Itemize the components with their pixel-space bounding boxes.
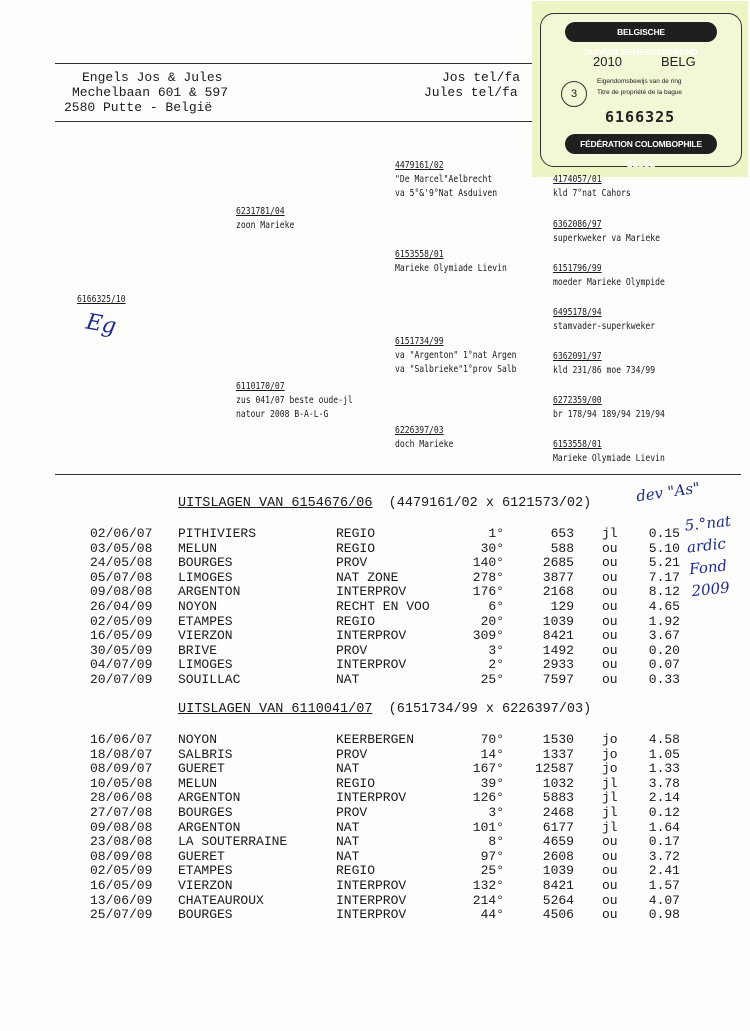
race-place: ETAMPES (178, 863, 233, 879)
ssd-note: superkweker va Marieke (553, 233, 660, 244)
table-row (90, 732, 690, 747)
race-category: NAT (336, 819, 360, 835)
pedigree-sd (395, 248, 507, 276)
race-age: ou (602, 642, 618, 658)
race-position: 309° (472, 628, 504, 644)
race-age: ou (602, 613, 618, 629)
ds-note-2: va "Salbrieke"1°prov Salb (395, 364, 517, 375)
table-row (90, 672, 690, 687)
table-row (90, 643, 690, 658)
pedigree-dam (236, 380, 353, 422)
race-place: BOURGES (178, 555, 233, 571)
ds-ring: 6151734/99 (395, 336, 444, 347)
race-entries: 4506 (542, 907, 574, 923)
race-category: INTERPROV (336, 628, 407, 644)
hand-line-4: 2009 (690, 578, 731, 601)
race-date: 02/05/09 (90, 613, 153, 629)
table-row (90, 614, 690, 629)
table-row (90, 584, 690, 599)
table-row (90, 599, 690, 614)
race-age: ou (602, 671, 618, 687)
race-age: ou (602, 907, 618, 923)
table-row (90, 628, 690, 643)
race-position: 278° (472, 569, 504, 585)
race-category: REGIO (336, 775, 376, 791)
race-date: 03/05/08 (90, 540, 153, 556)
header-top-rule (55, 63, 535, 64)
race-percent: 2.14 (648, 790, 680, 806)
race-entries: 1032 (542, 775, 574, 791)
race-category: REGIO (336, 540, 376, 556)
pedigree-dss (553, 350, 655, 378)
race-place: NOYON (178, 732, 218, 747)
race-percent: 3.67 (648, 628, 680, 644)
race-place: BRIVE (178, 642, 218, 658)
race-date: 26/04/09 (90, 598, 153, 614)
race-age: ou (602, 877, 618, 893)
race-category: INTERPROV (336, 584, 407, 600)
table-row (90, 849, 690, 864)
race-position: 97° (480, 848, 504, 864)
race-percent: 8.12 (648, 584, 680, 600)
pedigree-sdd (553, 306, 655, 334)
pedigree-ssd (553, 218, 660, 246)
race-age: jl (602, 790, 618, 806)
race-date: 28/06/08 (90, 790, 153, 806)
race-place: ARGENTON (178, 790, 241, 806)
race-percent: 1.92 (648, 613, 680, 629)
race-position: 20° (480, 613, 504, 629)
race-category: NAT (336, 834, 360, 850)
race-entries: 8421 (542, 877, 574, 893)
race-age: jo (602, 761, 618, 777)
dss-note: kld 231/86 moe 734/99 (553, 365, 656, 376)
race-percent: 0.20 (648, 642, 680, 658)
results-table-2 (90, 732, 690, 922)
contact-jules: Jules tel/fa (424, 85, 518, 100)
hand-line-2: ardic (686, 534, 727, 557)
race-date: 02/06/07 (90, 526, 153, 541)
race-entries: 1039 (542, 613, 574, 629)
race-category: INTERPROV (336, 657, 407, 673)
results-1-parents: (4479161/02 x 6121573/02) (388, 496, 592, 511)
ring-card-line-fr: Titre de propriété de la bague (597, 89, 683, 96)
race-position: 6° (488, 598, 504, 614)
race-position: 2° (488, 657, 504, 673)
race-percent: 1.33 (648, 761, 680, 777)
table-row (90, 526, 690, 541)
dsd-ring: 6272359/00 (553, 395, 602, 406)
race-age: jl (602, 804, 618, 820)
race-age: jo (602, 746, 618, 762)
race-position: 8° (488, 834, 504, 850)
race-entries: 2168 (542, 584, 574, 600)
race-age: ou (602, 657, 618, 673)
owner-address (64, 70, 228, 115)
pedigree-sss (553, 173, 631, 201)
race-percent: 4.65 (648, 598, 680, 614)
ring-card-line-nl: Eigendomsbewijs van de ring (597, 78, 682, 85)
race-place: CHATEAUROUX (178, 892, 264, 908)
header-bottom-rule (55, 121, 535, 122)
race-category: PROV (336, 642, 368, 658)
race-age: ou (602, 584, 618, 600)
ss-note-2: va 5°&'9°Nat Asduiven (395, 188, 498, 199)
results-2-parents: (6151734/99 x 6226397/03) (388, 702, 592, 717)
race-percent: 0.33 (648, 671, 680, 687)
race-entries: 2933 (542, 657, 574, 673)
race-category: INTERPROV (336, 892, 407, 908)
race-category: NAT ZONE (336, 569, 399, 585)
table-row (90, 541, 690, 556)
race-category: PROV (336, 555, 368, 571)
race-category: NAT (336, 848, 360, 864)
pedigree-ds (395, 335, 517, 377)
race-entries: 1492 (542, 642, 574, 658)
race-percent: 0.98 (648, 907, 680, 923)
table-row (90, 747, 690, 762)
race-position: 101° (472, 819, 504, 835)
results-title-2 (178, 702, 591, 717)
dam-note-2: natour 2008 B-A-L-G (236, 409, 329, 420)
race-position: 30° (480, 540, 504, 556)
race-age: jo (602, 732, 618, 747)
race-position: 39° (480, 775, 504, 791)
race-place: ARGENTON (178, 819, 241, 835)
race-date: 16/05/09 (90, 877, 153, 893)
table-row (90, 805, 690, 820)
results-table-1 (90, 526, 690, 687)
race-place: SOUILLAC (178, 671, 241, 687)
race-percent: 3.72 (648, 848, 680, 864)
race-category: PROV (336, 746, 368, 762)
race-position: 3° (488, 804, 504, 820)
race-age: jl (602, 775, 618, 791)
race-entries: 5883 (542, 790, 574, 806)
race-entries: 4659 (542, 834, 574, 850)
ss-note-1: "De Marcel"Aelbrecht (395, 174, 493, 185)
pedigree-dd (395, 424, 453, 452)
race-date: 04/07/09 (90, 657, 153, 673)
ring-card-badge (561, 81, 587, 107)
race-category: REGIO (336, 863, 376, 879)
results-title-1 (178, 496, 591, 511)
race-percent: 1.05 (648, 746, 680, 762)
race-percent: 1.64 (648, 819, 680, 835)
pedigree-dds (553, 438, 665, 466)
race-place: LIMOGES (178, 569, 233, 585)
race-percent: 3.78 (648, 775, 680, 791)
sss-ring: 4174057/01 (553, 174, 602, 185)
race-place: GUERET (178, 761, 225, 777)
results-1-heading: UITSLAGEN VAN 6154676/06 (178, 496, 373, 511)
pedigree-dsd (553, 394, 665, 422)
dd-ring: 6226397/03 (395, 425, 444, 436)
handwritten-note-fond (684, 510, 739, 602)
race-date: 27/07/08 (90, 804, 153, 820)
sire-note: zoon Marieke (236, 220, 295, 231)
race-category: INTERPROV (336, 790, 407, 806)
race-position: 132° (472, 877, 504, 893)
table-row (90, 657, 690, 672)
pedigree-ss (395, 159, 497, 201)
race-date: 02/05/09 (90, 863, 153, 879)
race-place: MELUN (178, 775, 218, 791)
sdd-ring: 6495178/94 (553, 307, 602, 318)
race-date: 09/08/08 (90, 584, 153, 600)
race-date: 08/09/08 (90, 848, 153, 864)
dd-note: doch Marieke (395, 439, 454, 450)
dds-note: Marieke Olymiade Lievin (553, 453, 665, 464)
race-date: 16/06/07 (90, 732, 153, 747)
race-percent: 1.57 (648, 877, 680, 893)
race-place: VIERZON (178, 877, 233, 893)
race-entries: 588 (550, 540, 574, 556)
race-entries: 5264 (542, 892, 574, 908)
race-position: 214° (472, 892, 504, 908)
race-entries: 6177 (542, 819, 574, 835)
race-position: 25° (480, 671, 504, 687)
table-row (90, 570, 690, 585)
owner-name: Engels Jos & Jules (82, 70, 223, 85)
race-percent: 0.12 (648, 804, 680, 820)
dam-note-1: zus 041/07 beste oude-jl (236, 395, 353, 406)
sss-note: kld 7°nat Cahors (553, 188, 631, 199)
contact-jos: Jos tel/fa (442, 70, 521, 85)
race-place: LA SOUTERRAINE (178, 834, 288, 850)
race-position: 3° (488, 642, 504, 658)
race-percent: 5.21 (648, 555, 680, 571)
ring-card-frame (540, 13, 742, 167)
table-row (90, 834, 690, 849)
race-category: INTERPROV (336, 877, 407, 893)
dds-ring: 6153558/01 (553, 439, 602, 450)
handwritten-signature: Eg (84, 309, 119, 340)
race-date: 05/07/08 (90, 569, 153, 585)
race-date: 24/05/08 (90, 555, 153, 571)
race-place: PITHIVIERS (178, 526, 257, 541)
race-category: REGIO (336, 526, 376, 541)
ring-ownership-card (532, 1, 748, 177)
race-category: NAT (336, 671, 360, 687)
race-date: 08/09/07 (90, 761, 153, 777)
sds-note: moeder Marieke Olympide (553, 277, 665, 288)
race-place: BOURGES (178, 804, 233, 820)
dss-ring: 6362091/97 (553, 351, 602, 362)
race-position: 44° (480, 907, 504, 923)
race-category: KEERBERGEN (336, 732, 415, 747)
race-position: 126° (472, 790, 504, 806)
race-date: 13/06/09 (90, 892, 153, 908)
ds-note-1: va "Argenton" 1°nat Argen (395, 350, 517, 361)
race-place: LIMOGES (178, 657, 233, 673)
sd-ring: 6153558/01 (395, 249, 444, 260)
pedigree-bottom-rule (55, 474, 741, 475)
race-age: ou (602, 863, 618, 879)
owner-contact (424, 70, 520, 100)
race-position: 140° (472, 555, 504, 571)
race-entries: 2468 (542, 804, 574, 820)
race-percent: 4.58 (648, 732, 680, 747)
race-position: 167° (472, 761, 504, 777)
race-percent: 0.07 (648, 657, 680, 673)
table-row (90, 863, 690, 878)
owner-street: Mechelbaan 601 & 597 (72, 85, 229, 100)
race-date: 30/05/09 (90, 642, 153, 658)
race-position: 14° (480, 746, 504, 762)
race-entries: 1530 (542, 732, 574, 747)
sds-ring: 6151796/99 (553, 263, 602, 274)
table-row (90, 776, 690, 791)
race-age: ou (602, 540, 618, 556)
race-percent: 0.15 (648, 526, 680, 541)
race-date: 23/08/08 (90, 834, 153, 850)
race-age: ou (602, 892, 618, 908)
race-place: VIERZON (178, 628, 233, 644)
subject-ring: 6166325/10 (77, 294, 126, 305)
race-entries: 3877 (542, 569, 574, 585)
ring-card-bottom-band: FÉDÉRATION COLOMBOPHILE BELGE (565, 134, 717, 154)
race-age: ou (602, 628, 618, 644)
race-age: ou (602, 834, 618, 850)
race-position: 176° (472, 584, 504, 600)
pedigree-sire (236, 205, 294, 233)
ssd-ring: 6362086/97 (553, 219, 602, 230)
race-entries: 7597 (542, 671, 574, 687)
race-date: 16/05/09 (90, 628, 153, 644)
race-position: 25° (480, 863, 504, 879)
table-row (90, 790, 690, 805)
race-category: RECHT EN VOO (336, 598, 430, 614)
results-2-heading: UITSLAGEN VAN 6110041/07 (178, 702, 373, 717)
race-place: BOURGES (178, 907, 233, 923)
race-entries: 8421 (542, 628, 574, 644)
race-percent: 7.17 (648, 569, 680, 585)
race-age: ou (602, 848, 618, 864)
owner-city: 2580 Putte - België (64, 100, 213, 115)
race-entries: 2608 (542, 848, 574, 864)
ss-ring: 4479161/02 (395, 160, 444, 171)
hand-line-1: 5.°nat (683, 511, 732, 535)
ring-card-number: 6166325 (605, 108, 676, 126)
race-place: ARGENTON (178, 584, 241, 600)
sd-note: Marieke Olymiade Lievin (395, 263, 507, 274)
pedigree-sds (553, 262, 665, 290)
race-entries: 12587 (534, 761, 574, 777)
race-date: 20/07/09 (90, 671, 153, 687)
sdd-note: stamvader-superkweker (553, 321, 656, 332)
dsd-note: br 178/94 189/94 219/94 (553, 409, 665, 420)
race-entries: 129 (550, 598, 574, 614)
race-place: GUERET (178, 848, 225, 864)
pedigree-subject (77, 293, 126, 307)
race-age: jl (602, 526, 618, 541)
race-age: jl (602, 819, 618, 835)
race-category: REGIO (336, 613, 376, 629)
sire-ring: 6231781/04 (236, 206, 285, 217)
ring-card-badge-number: 3 (570, 88, 578, 100)
race-entries: 653 (550, 526, 574, 541)
ring-card-top-band: BELGISCHE DUIVENLIEFHEBBERSBOND (565, 22, 717, 42)
race-entries: 1039 (542, 863, 574, 879)
race-percent: 5.10 (648, 540, 680, 556)
race-category: NAT (336, 761, 360, 777)
ring-card-country: BELG (661, 54, 696, 69)
dam-ring: 6110170/07 (236, 381, 285, 392)
table-row (90, 893, 690, 908)
race-percent: 0.17 (648, 834, 680, 850)
ring-card-year: 2010 (593, 54, 622, 69)
race-percent: 2.41 (648, 863, 680, 879)
race-age: ou (602, 569, 618, 585)
race-date: 09/08/08 (90, 819, 153, 835)
race-place: SALBRIS (178, 746, 233, 762)
race-date: 18/08/07 (90, 746, 153, 762)
race-place: ETAMPES (178, 613, 233, 629)
race-entries: 2685 (542, 555, 574, 571)
table-row (90, 555, 690, 570)
table-row (90, 761, 690, 776)
race-place: MELUN (178, 540, 218, 556)
race-position: 70° (480, 732, 504, 747)
hand-line-3: Fond (688, 556, 728, 579)
handwritten-note-as: dev "As" (635, 478, 702, 506)
race-date: 10/05/08 (90, 775, 153, 791)
race-place: NOYON (178, 598, 218, 614)
race-category: PROV (336, 804, 368, 820)
table-row (90, 820, 690, 835)
race-age: ou (602, 555, 618, 571)
race-percent: 4.07 (648, 892, 680, 908)
race-date: 25/07/09 (90, 907, 153, 923)
table-row (90, 878, 690, 893)
race-position: 1° (488, 526, 504, 541)
table-row (90, 907, 690, 922)
race-category: INTERPROV (336, 907, 407, 923)
race-entries: 1337 (542, 746, 574, 762)
race-age: ou (602, 598, 618, 614)
